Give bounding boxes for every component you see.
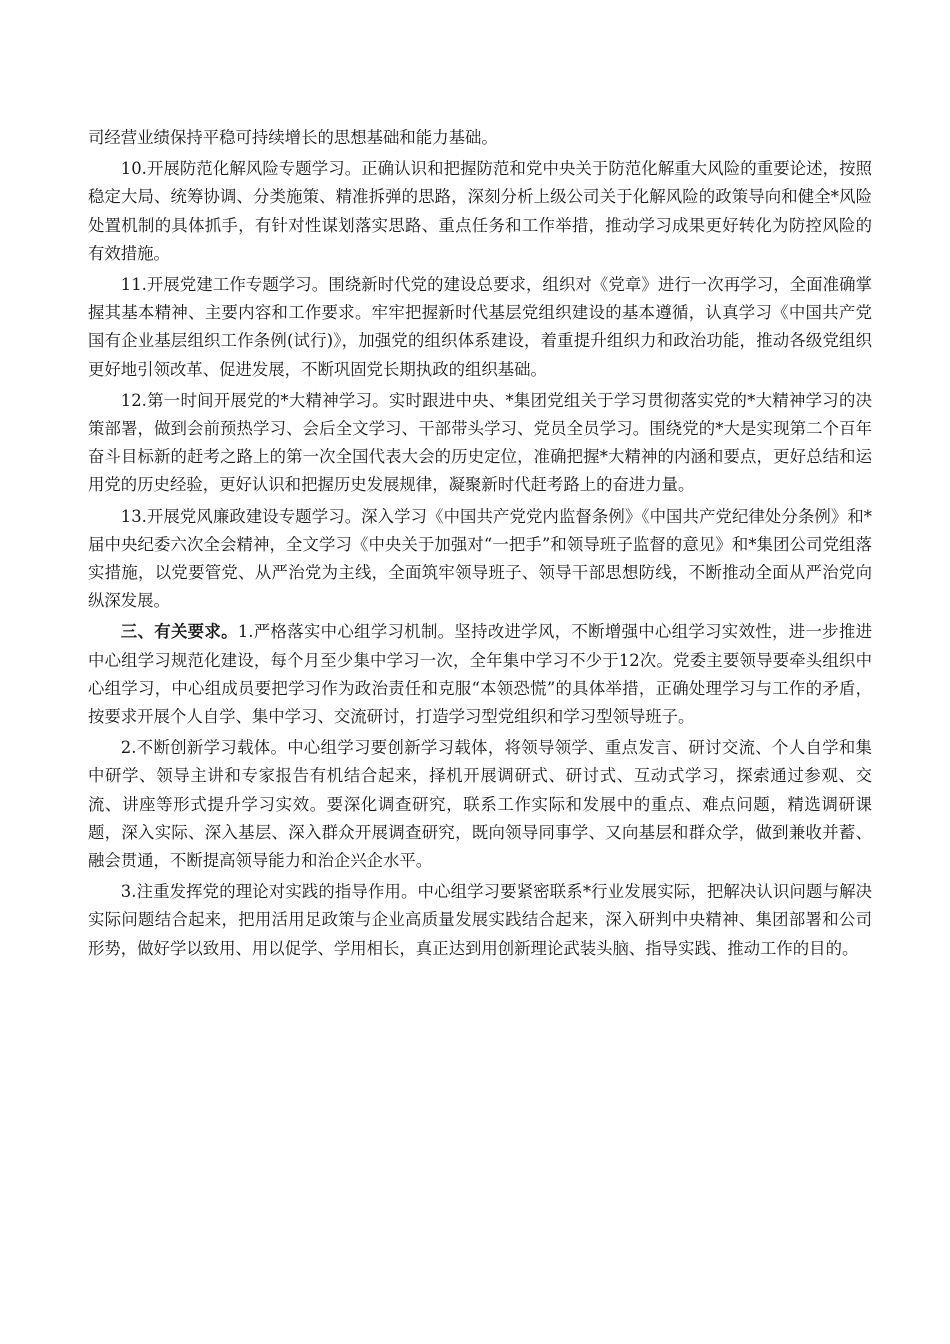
paragraph-item-13: 13.开展党风廉政建设专题学习。深入学习《中国共产党党内监督条例》《中国共产党纪律处分条例》和*届中央纪委六次全会精神，全文学习《中央关于加强对“一把手”和领导班子监督的意见》和*集团公司党组落实措施，以党要管党、从严治党为主线，全面筑牢领导班子、领导干部思想防线，不断推动全面从严治党向纵深发展。	[88, 506, 872, 611]
section-heading-requirements: 三、有关要求。	[120, 622, 238, 642]
paragraph-item-12: 12.第一时间开展党的*大精神学习。实时跟进中央、*集团党组关于学习贯彻落实党的*大精神学习的决策部署，做到会前预热学习、会后全文学习、干部带头学习、党员全员学习。围绕党的*大是实现第二个百年奋斗目标新的赶考之路上的第一次全国代表大会的历史定位，准确把握*大精神的内涵和要点，更好总结和运用党的历史经验，更好认识和把握历史发展规律，凝聚新时代赶考路上的奋进力量。	[88, 390, 872, 495]
paragraph-item-11: 11.开展党建工作专题学习。围绕新时代党的建设总要求，组织对《党章》进行一次再学习，全面准确掌握其基本精神、主要内容和工作要求。牢牢把握新时代基层党组织建设的基本遵循，认真学习《中国共产党国有企业基层组织工作条例(试行)》，加强党的组织体系建设，着重提升组织力和政治功能，推动各级党组织更好地引领改革、促进发展，不断巩固党长期执政的组织基础。	[88, 275, 872, 379]
paragraph-item-10: 10.开展防范化解风险专题学习。正确认识和把握防范和党中央关于防范化解重大风险的重要论述，按照稳定大局、统筹协调、分类施策、精准拆弹的思路，深刻分析上级公司关于化解风险的政策导向和健全*风险处置机制的具体抓手，有针对性谋划落实思路、重点任务和工作举措，推动学习成果更好转化为防控风险的有效措施。	[88, 159, 872, 263]
document-body	[88, 124, 872, 963]
requirements-1-text: 1.严格落实中心组学习机制。坚持改进学风，不断增强中心组学习实效性，进一步推进中心组学习规范化建设，每个月至少集中学习一次，全年集中学习不少于12次。党委主要领导要牵头组织中心组学习，中心组成员要把学习作为政治责任和克服“本领恐慌”的具体举措，正确处理学习与工作的矛盾，按要求开展个人自学、集中学习、交流研讨，打造学习型党组织和学习型领导班子。	[88, 622, 873, 727]
paragraph-continuation: 司经营业绩保持平稳可持续增长的思想基础和能力基础。	[88, 128, 498, 147]
paragraph-requirements-2: 2.不断创新学习载体。中心组学习要创新学习载体，将领导领学、重点发言、研讨交流、个人自学和集中研学、领导主讲和专家报告有机结合起来，择机开展调研式、研讨式、互动式学习，探索通过参观、交流、讲座等形式提升学习实效。要深化调查研究，联系工作实际和发展中的重点、难点问题，精选调研课题，深入实际、深入基层、深入群众开展调查研究，既向领导同事学、又向基层和群众学，做到兼收并蓄、融会贯通，不断提高领导能力和治企兴企水平。	[88, 738, 872, 871]
paragraph-requirements-1	[88, 618, 872, 731]
paragraph-requirements-3: 3.注重发挥党的理论对实践的指导作用。中心组学习要紧密联系*行业发展实际，把解决认识问题与解决实际问题结合起来，把用活用足政策与企业高质量发展实践结合起来，深入研判中央精神、集团部署和公司形势，做好学以致用、用以促学、学用相长，真正达到用创新理论武装头脑、指导实践、推动工作的目的。	[88, 882, 872, 958]
